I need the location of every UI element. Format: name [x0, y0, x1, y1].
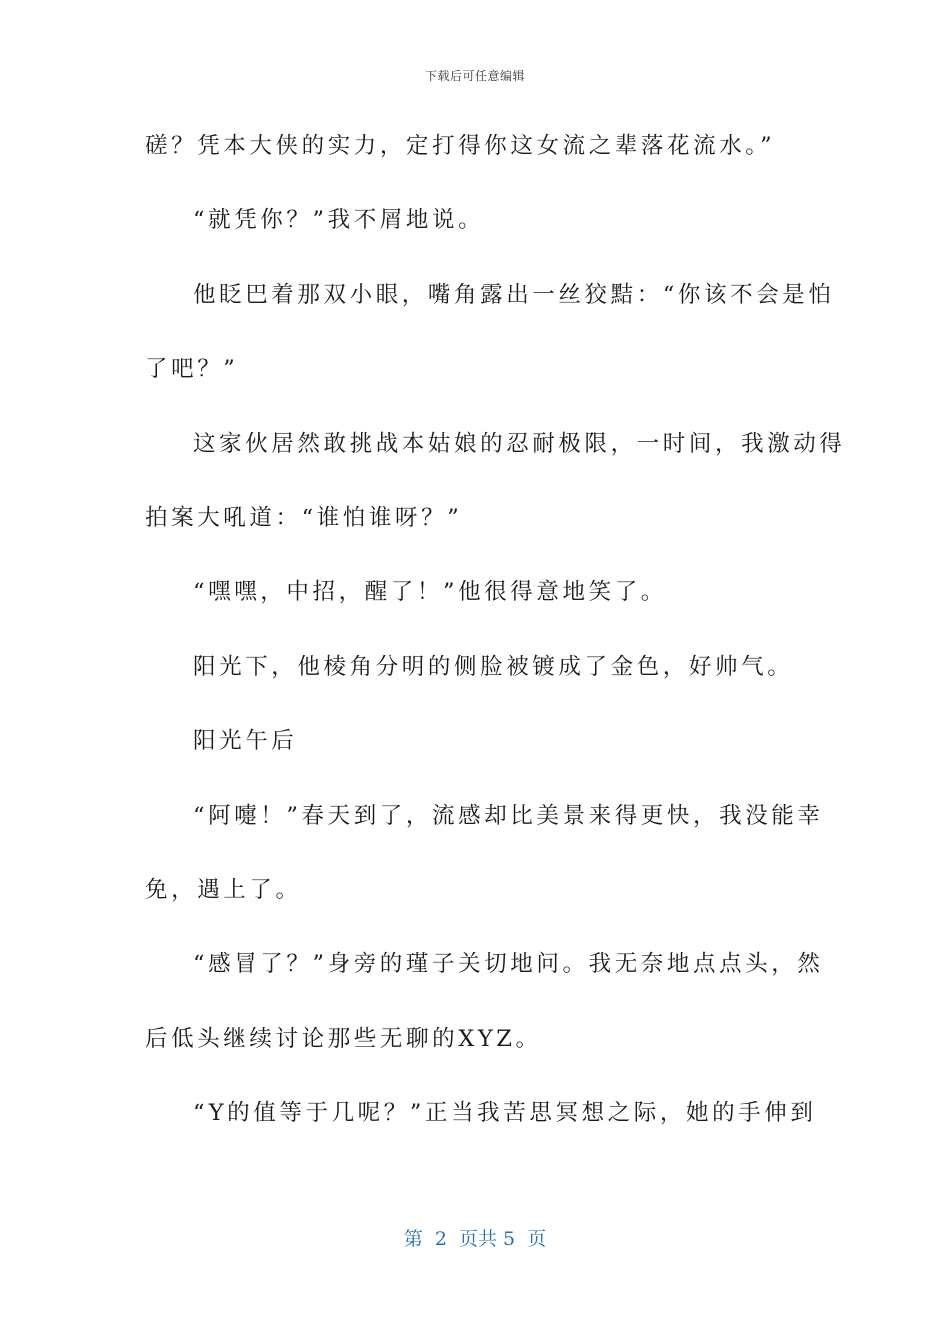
- paragraph-line: “嘿嘿，中招，醒了！”他很得意地笑了。: [193, 579, 667, 606]
- paragraph-line: “阿嚏！”春天到了，流感却比美景来得更快，我没能幸: [193, 802, 824, 829]
- document-body: [145, 118, 846, 1159]
- paragraph-line: 后低头继续讨论那些无聊的XYZ。: [145, 1025, 542, 1052]
- paragraph-line: 拍案大吼道：“谁怕谁呀？”: [145, 504, 463, 531]
- paragraph-line: 这家伙居然敢挑战本姑娘的忍耐极限，一时间，我激动得: [193, 430, 846, 457]
- paragraph-line: 他眨巴着那双小眼，嘴角露出一丝狡黠：“你该不会是怕: [193, 281, 835, 308]
- paragraph-line: 了吧？”: [145, 356, 239, 383]
- paragraph-line: “就凭你？”我不屑地说。: [193, 207, 485, 234]
- paragraph-line: “Y的值等于几呢？”正当我苦思冥想之际，她的手伸到: [193, 1100, 817, 1127]
- paragraph-line: “感冒了？”身旁的瑾子关切地问。我无奈地点点头，然: [193, 951, 824, 978]
- page-number-footer: 第 2 页共 5 页: [403, 1228, 547, 1250]
- paragraph-line: 阳光下，他棱角分明的侧脸被镀成了金色，好帅气。: [193, 653, 794, 680]
- paragraph-line: 免，遇上了。: [145, 876, 302, 903]
- paragraph-line: 磋？凭本大侠的实力，定打得你这女流之辈落花流水。”: [145, 133, 776, 159]
- page-header: 下载后可任意编辑: [424, 69, 525, 83]
- section-heading-line: 阳光午后: [193, 728, 298, 755]
